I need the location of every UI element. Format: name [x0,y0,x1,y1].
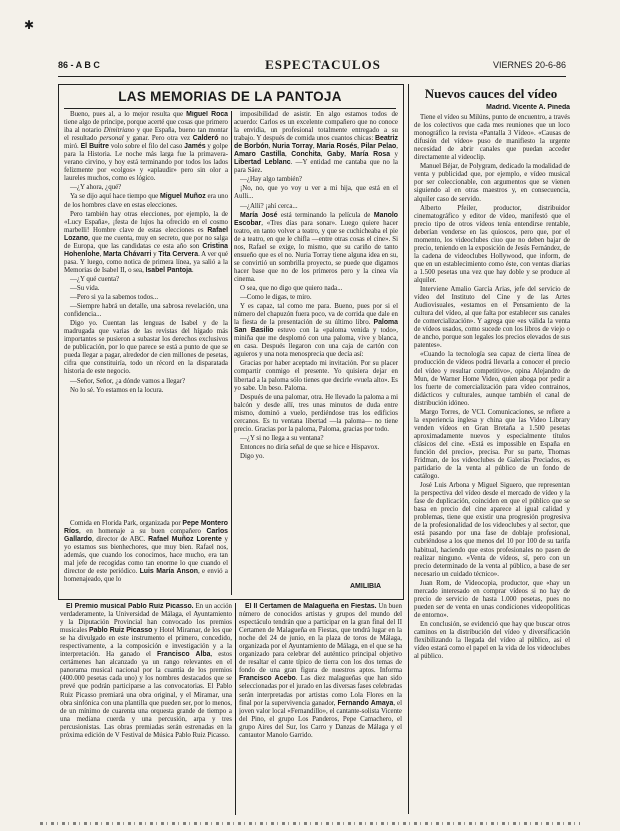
article-paragraph: —¿Y qué cuenta? [70,275,120,283]
article-paragraph: —¿Allí? ¡ahí cerca... [240,202,298,210]
article-paragraph: Y es capaz, tal como me para. Bueno, pues por si el número del chapuzón fuera poco, va de corrida que dale en la fiesta de la presentación de su último libro. Paloma San Basilio estuvo con la «paloma venida y todo», miniña que me desplomó con una paloma, vive y blanca, en casa. Después llegaron con una caja de cartón con aguieros y una nota menosprecia que decía así: [234,303,398,359]
article-paragraph: —Pero si ya la sabemos todos... [70,294,159,302]
main-article-title: LAS MEMORIAS DE LA PANTOJA [118,89,342,104]
main-column-rule [231,111,232,595]
article-paragraph: Digo yo. [240,452,265,460]
main-article-column-1 [64,111,228,497]
page-bottom-band [40,822,580,825]
corner-mark-icon: ✱ [24,18,35,32]
article-paragraph: Alberto Pfeiler, productor, distribuidor cinematográfico y editor de vídeo, manifestó que el precio tipo de otros vídeos tenía entendirse rentable, deberían venderse en las quioscos, pero que, por el momento, los videoclubes ciuo que no deben bajar de precio, teniendo en la exposición de Jesús Fernández, de la cadena de videoclubes Hollywood, que inform, de que en un establecimiento como éste, con ventas diarias a 1.500 pesetas una vez que hay doble y se produce al alquiler. [414,204,570,284]
brief-paragraph: El Premio musical Pablo Ruiz Picasso. En un acción verdaderamente, la Universidad de Málaga, el Ayuntamiento y la Diputación Provincial han convocado los premios musicales Pablo Ruiz Picasso y Hotel Miramar, de los que se ha divulgado en este instrumento el primero, concedido, respectivamente, a la composición e investigación y a la interpretación. Ha ganado el Francisco Alba, estos certámenes han alcanzado ya un rango relevantes en el panorama musical nacional por la cuantía de los premios (400.000 pesetas cada uno) y los nombres destacados que se prevé que podrán participarse a las convocatorias. El Pablo Ruiz Picasso premiará una obra original, y el Miramar, una obra sinfónica con una plantilla que pueden ser, por lo menos, de un mínimo de cuarenta una orquesta grande de tiempo a una mediana cuerda y una percusión, arpa y tres percusionistas. Las obras premiadas serán estrenadas en la próxima edición de V Festival de Música Pablo Ruiz Picasso. [60,603,232,739]
main-article-column-1-continued [64,520,228,596]
article-paragraph: Bueno, pues al, a lo mejor resulta que Miguel Roca tiene algo de principe, porque acerté que cosas que primero iba al notario Dimitriano y que España, bueno tan montar el resultado personal y ganar. Pero otra vez Calderó no miró. El Buitre volo sobre el filo del caso Jamés y golpe para la Historia. Le noche más larga fue la primavera-verano cirvino, y hoy está terminando por todos los lados felizmente por «colgos» y «aplaudir» pero sin olor a laureles muchos, como es lógico. [64,111,228,183]
byline: Madrid. Vicente A. Pineda [486,104,570,111]
article-paragraph: —¿Hay algo también? [240,176,302,184]
article-paragraph: En conclusión, se evidenció que hay que buscar otros caminos en la distribución del vídeo y diversificación flexibilizando la llegada del vídeo al público, así el vídeo estará como el papel en la vida de los videoclubes al público. [414,620,570,661]
article-paragraph: Tiene el vídeo su Milúns, punto de encuentro, a través de los colectivos que cada mes reuniones que un loco monográfico la revista «Pantalla 3 Vídeo». «Causas de difusión del vídeo» puso de manifiesto la urgente necesidad de abrir canales que puedan acceder directamente al videoclip. [414,114,570,162]
article-paragraph: —Señor, Señor, ¿a dónde vamos a llegar? [70,377,186,385]
page-number: 86 - A B C [58,60,100,70]
article-paragraph: ¡No, no, que yo voy u ver a mi hija, que está en el Aulli... [234,185,398,201]
right-column-rule [408,84,409,814]
article-paragraph: —¿Y ahora, ¿qué? [70,184,122,192]
main-title-rule [64,108,396,109]
article-paragraph: José Luis Arbona y Miguel Siguero, que representan la perspectiva del vídeo desde el mercado de vídeo y la fase de duplicación, coinciden en que el público que se basa en precio del cine aparece al igual calidad y problemas, tiene que existir una progresión progresiva de la profesionalidad de los videoclubes y al sector, que está pasando por una fase de doblaje profesional, cubriéndose a los que menos del 10 por 100 de su tarifa habitual, haciendo que estos profesionales no pasen de realizar ninguno. «Venta de vídeos, sí, pero con un precio determinado de la venta al público, a base de ser necesario un cuidado técnico». [414,482,570,578]
article-paragraph: —Siempre habrá un detalle, una sabrosa revelación, una confidencia... [64,303,228,319]
article-paragraph: Comida en Florida Park, organizada por Pepe Montero Ríos, en homenaje a su buen compañero Carlos Gallardo, director de ABC. Rafael Muñoz Lorente y yo estamos sus bienhechores, que muy bien. Rafael nos, además, que cuando los conocimos, hace mucho, era tan mal jefe de recogidas como tan enorme lo que cuando el director de este periódico. Luis María Anson, e envió a homenajeado, que lo [64,520,228,584]
article-paragraph: Ya se dijo aquí hace tiempo que Miguel Muñoz era uno de los hombres clave en estas elecciones. [64,193,228,209]
article-paragraph: —Como le digas, te miro. [240,294,312,302]
article-paragraph: Manuel Béjar, de Polygram, dedicado la modalidad de venta y publicidad que, por ejemplo, e vídeo musical por ser coleccionable, con argumentos que se vienen siguiendo al en otras maestros y, en consecuencia, alquiler caso de servido. [414,163,570,203]
article-paragraph: Entonces no diría señal de que se hice e Hispavox. [240,443,380,451]
article-paragraph: «Cuando la tecnología sea capaz de cierta línea de producción de vídeos podrá llevarla a conocer el precio del vídeo y resultar competitivo», opina Alejandro de Mun, de Warner Home Video, quien aboga por pedir a los fuerte de comercialización para vídeo contrainos, didácticos y culturales, aunque también el canal de distribución idóneo. [414,351,570,407]
bottom-middle-brief [239,603,402,815]
bottom-column-rule [235,603,236,815]
article-paragraph: Pero también hay otras elecciones, por ejemplo, la de «Lucy España», ¡festa de lujos ha ofrecido en el cosmo marbelli! Hombre clave de estas elecciones es Rafael Lozano, que me cuenta, muy en secreto, que por no salga de Europa, que las candidatas ce esta año son Cristina Hohenlohe, Marta Chávarri y Tita Cervera. A ver qué pasa. Y luego, como notica de primera línea, ya salió a la Memorias de Isabel II, o sea, Isabel Pantoja. [64,210,228,274]
article-paragraph: O sea, que no digo que quiero nada... [240,284,343,292]
page-header [58,56,566,77]
brief-paragraph: El II Certamen de Malagueña en Fiestas. Un buen número de conocidos artistas y grupos del mundo del espectáculo tendrán que a participar en la gran final del II Certamen de Malagueña en Fiestas, que tendrá lugar en la noche del 24 de junio, en la plaza de toros de Málaga, organizada por el Ayuntamiento de Málaga, en el que se ha organizado para celebrar del auténtico principal objetivo de resaltar el cante típico de tierra con los dos temas de fondo de una gran figura de nuestros aptos. Informa Francisco Acebo. Las diez malagueñas que han sido seleccionadas por el jurado en las diversas fases celebradas serán interpretadas por artistas como Lola Flores en la final por la supervivencia ganador, Fernando Amaya, el joven valor local «Fernandillo», el cantante-solista Vicente del Pino, el grupo Los Panderos, Pepe Camachero, el grupo Aires del Sur, los Carro y Danzas de Málaga y el cantautor Manolo Garrido. [239,603,402,739]
section-title: ESPECTACULOS [265,57,381,72]
right-article-column [414,104,570,814]
article-paragraph: —Su vida. [70,284,100,292]
bottom-left-brief [60,603,232,815]
article-paragraph: María José está terminando la película de Manolo Escobar, «Tres días para sonar». Luego quiere hacer teatro, en tanto volver a teatro, y que se cuchicheaba el pie de a teatro, en que le chifla —entre otras cosas el cine». Si nos, Rafael se exige, lo mismo, que su cariño de tanto ensueño que es el no. Nuria Torray tiene alguna idea en su, se convirtió un sombrilla proyecto, se puede que digamos hacer base que no de los primeros pero y la cinea vía cinema. [234,211,398,283]
page-date: VIERNES 20-6-86 [492,60,566,70]
article-paragraph: Digo yo. Cuentan las lenguas de Isabel y de la madrugada que varias de las revistas del hígado más importantes se pusieron a subastar los derechos exclusivos de publicación, por lo que parece se está a punto de que se pueda llegar a pagar, alrededor de cien millones de pesetas, cifra que constituiría, todo un récord en la disparatada historia de este negocio. [64,320,228,376]
article-paragraph: —¿Y si no llega a su ventana? [240,434,324,442]
main-article-column-2 [234,111,398,581]
article-paragraph: Gracias por haber aceptado mi invitación. Por su placer compartir conmigo el presente. Yo quisiera dejar en libertad a la paloma sólo tienes que decirle «vuela alto». Es yo sabe. Un beso. Paloma. [234,360,398,392]
right-article-title: Nuevos cauces del vídeo [424,86,558,101]
article-signature: AMILIBIA [350,583,382,590]
article-paragraph: Juan Rom, de Videocopia, productor, que «hay un mercado interesado en comprar vídeos si no hay de precio de servicio de hasta 1.000 pesetas, pues no pueden ser de venta en unas condiciones videopolíticas de entorno». [414,579,570,619]
article-paragraph: Margo Torres, de VCL Comunicaciones, se refiere a la experiencia inglesa y china que las Video Library venden vídeos en Gran Bretaña a 1.500 pesetas aproximadamente nuevos y especialmente títulos clásicos del cine. «Está es impossible en España en función del precio», precisa. Por su parte, Thomas Fridman, de los videoclubes de Galerías Preciados, es partidario de la venta al público de un fondo de catálogo. [414,408,570,481]
article-paragraph: Interviene Amalio García Arias, jefe del servicio de vídeo del Instituto del Cine y de las Artes Audiovisuales, «estamos en el Pensamiento de la cultura del vídeo, al que falta por establecer sus canales de comercialización». Y agrega que «es válida la venta de vídeos usados, como sucede con los libros de viejo o de ancho, porque son legales los precios elevados de sus patentes». [414,286,570,350]
article-paragraph: Después de una palomar, otra. He llevado la paloma a mi balcón y desde allí, tres unas minutos de duda entre mismo, dominó a vuelo, perdiéndose tras los edificios cercanos. Es tu ventana libertad —la paloma— no tiene precio. Gracias por la paloma, Paloma, gracias por todo. [234,393,398,433]
article-paragraph: imposibilidad de asistir. En algo estamos todos de acuerdo: Carlos es un excelente compañero que no conoce la envidia, un profesional totalmente entregado a su trabajo. Y después de comida unos cuantos chicas: Beatriz de Borbón, Nuria Torray, Maria Rosés, Pilar Pelao, Amaro Castilla, Conchita, Gaby, María Rosa y Libertad Leblanc. —Y entidad me cantaba que no la para Sáez. [234,111,398,175]
article-paragraph: No lo sé. Yo estamos en la locura. [70,386,164,394]
